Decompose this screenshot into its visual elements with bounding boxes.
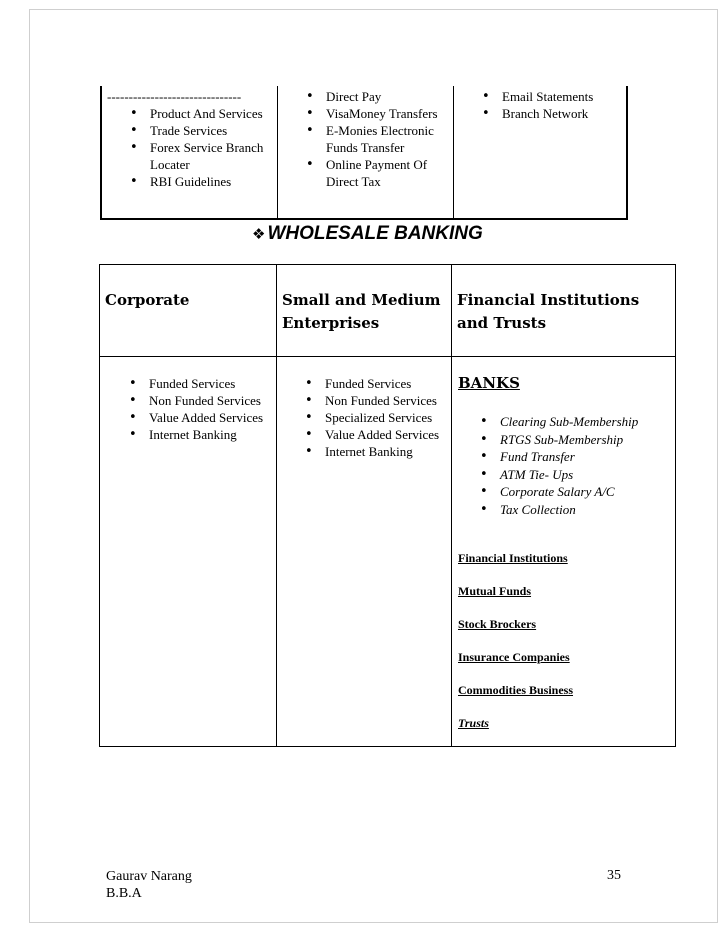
footer-author: Gaurav Narang [106,869,192,884]
list-item: • Trade Services [150,122,276,139]
list-item: • Internet Banking [325,443,451,460]
page-number: 35 [607,868,621,883]
list-item: • RBI Guidelines [150,173,276,190]
link-commodities-business[interactable]: Commodities Business [458,683,574,697]
table-column-1 [102,86,277,218]
list-item: • Clearing Sub-Membership [500,413,670,431]
list-item: • Specialized Services [325,409,451,426]
footer-degree: B.B.A [106,886,142,901]
list-item: • Product And Services [150,105,276,122]
link-insurance-companies[interactable]: Insurance Companies [458,650,570,664]
link-mutual-funds[interactable]: Mutual Funds [458,584,532,598]
table-column-2 [277,86,454,218]
footer-author-block [106,868,192,902]
list-item: • Email Statements [502,88,626,105]
list-item: • RTGS Sub-Membership [500,431,670,449]
list-item: • Direct Pay [326,88,452,105]
list-col-2 [326,88,452,190]
list-item: • Non Funded Services [149,392,273,409]
diamond-bullet-icon: ❖ [252,225,266,243]
list-item: • Fund Transfer [500,448,670,466]
list-item: • Value Added Services [149,409,273,426]
banks-label: BANKS [458,374,520,392]
list-item: • VisaMoney Transfers [326,105,452,122]
list-col-3 [502,88,626,122]
list-item: • ATM Tie- Ups [500,466,670,484]
wholesale-banking-table [99,264,676,747]
link-stock-brockers[interactable]: Stock Brockers [458,617,537,631]
sme-list [325,375,451,460]
retail-services-table [100,86,628,220]
header-sme: Small and Medium Enterprises [282,291,441,332]
link-financial-institutions[interactable]: Financial Institutions [458,551,568,565]
list-item: • E-Monies Electronic Funds Transfer [326,122,452,156]
list-item: • Corporate Salary A/C [500,483,670,501]
column-divider [276,265,277,746]
list-item: • Internet Banking [149,426,273,443]
table-column-3 [453,86,627,218]
section-heading [252,223,483,245]
link-trusts[interactable]: Trusts [458,716,489,730]
list-item: • Online Payment Of Direct Tax [326,156,452,190]
list-col-1 [150,105,276,190]
list-item: • Funded Services [149,375,273,392]
corporate-list [149,375,273,443]
list-item: • Value Added Services [325,426,451,443]
list-item: • Branch Network [502,105,626,122]
list-item: • Forex Service Branch Locater [150,139,276,173]
list-item: • Tax Collection [500,501,670,519]
list-item: • Funded Services [325,375,451,392]
dash-line: ------------------------------- [107,89,242,104]
section-heading-text: WHOLESALE BANKING [267,223,483,244]
header-corporate: Corporate [105,291,190,309]
column-divider [451,265,452,746]
list-item: • Non Funded Services [325,392,451,409]
banks-list [500,413,670,518]
header-financial-institutions: Financial Institutions and Trusts [457,291,640,332]
